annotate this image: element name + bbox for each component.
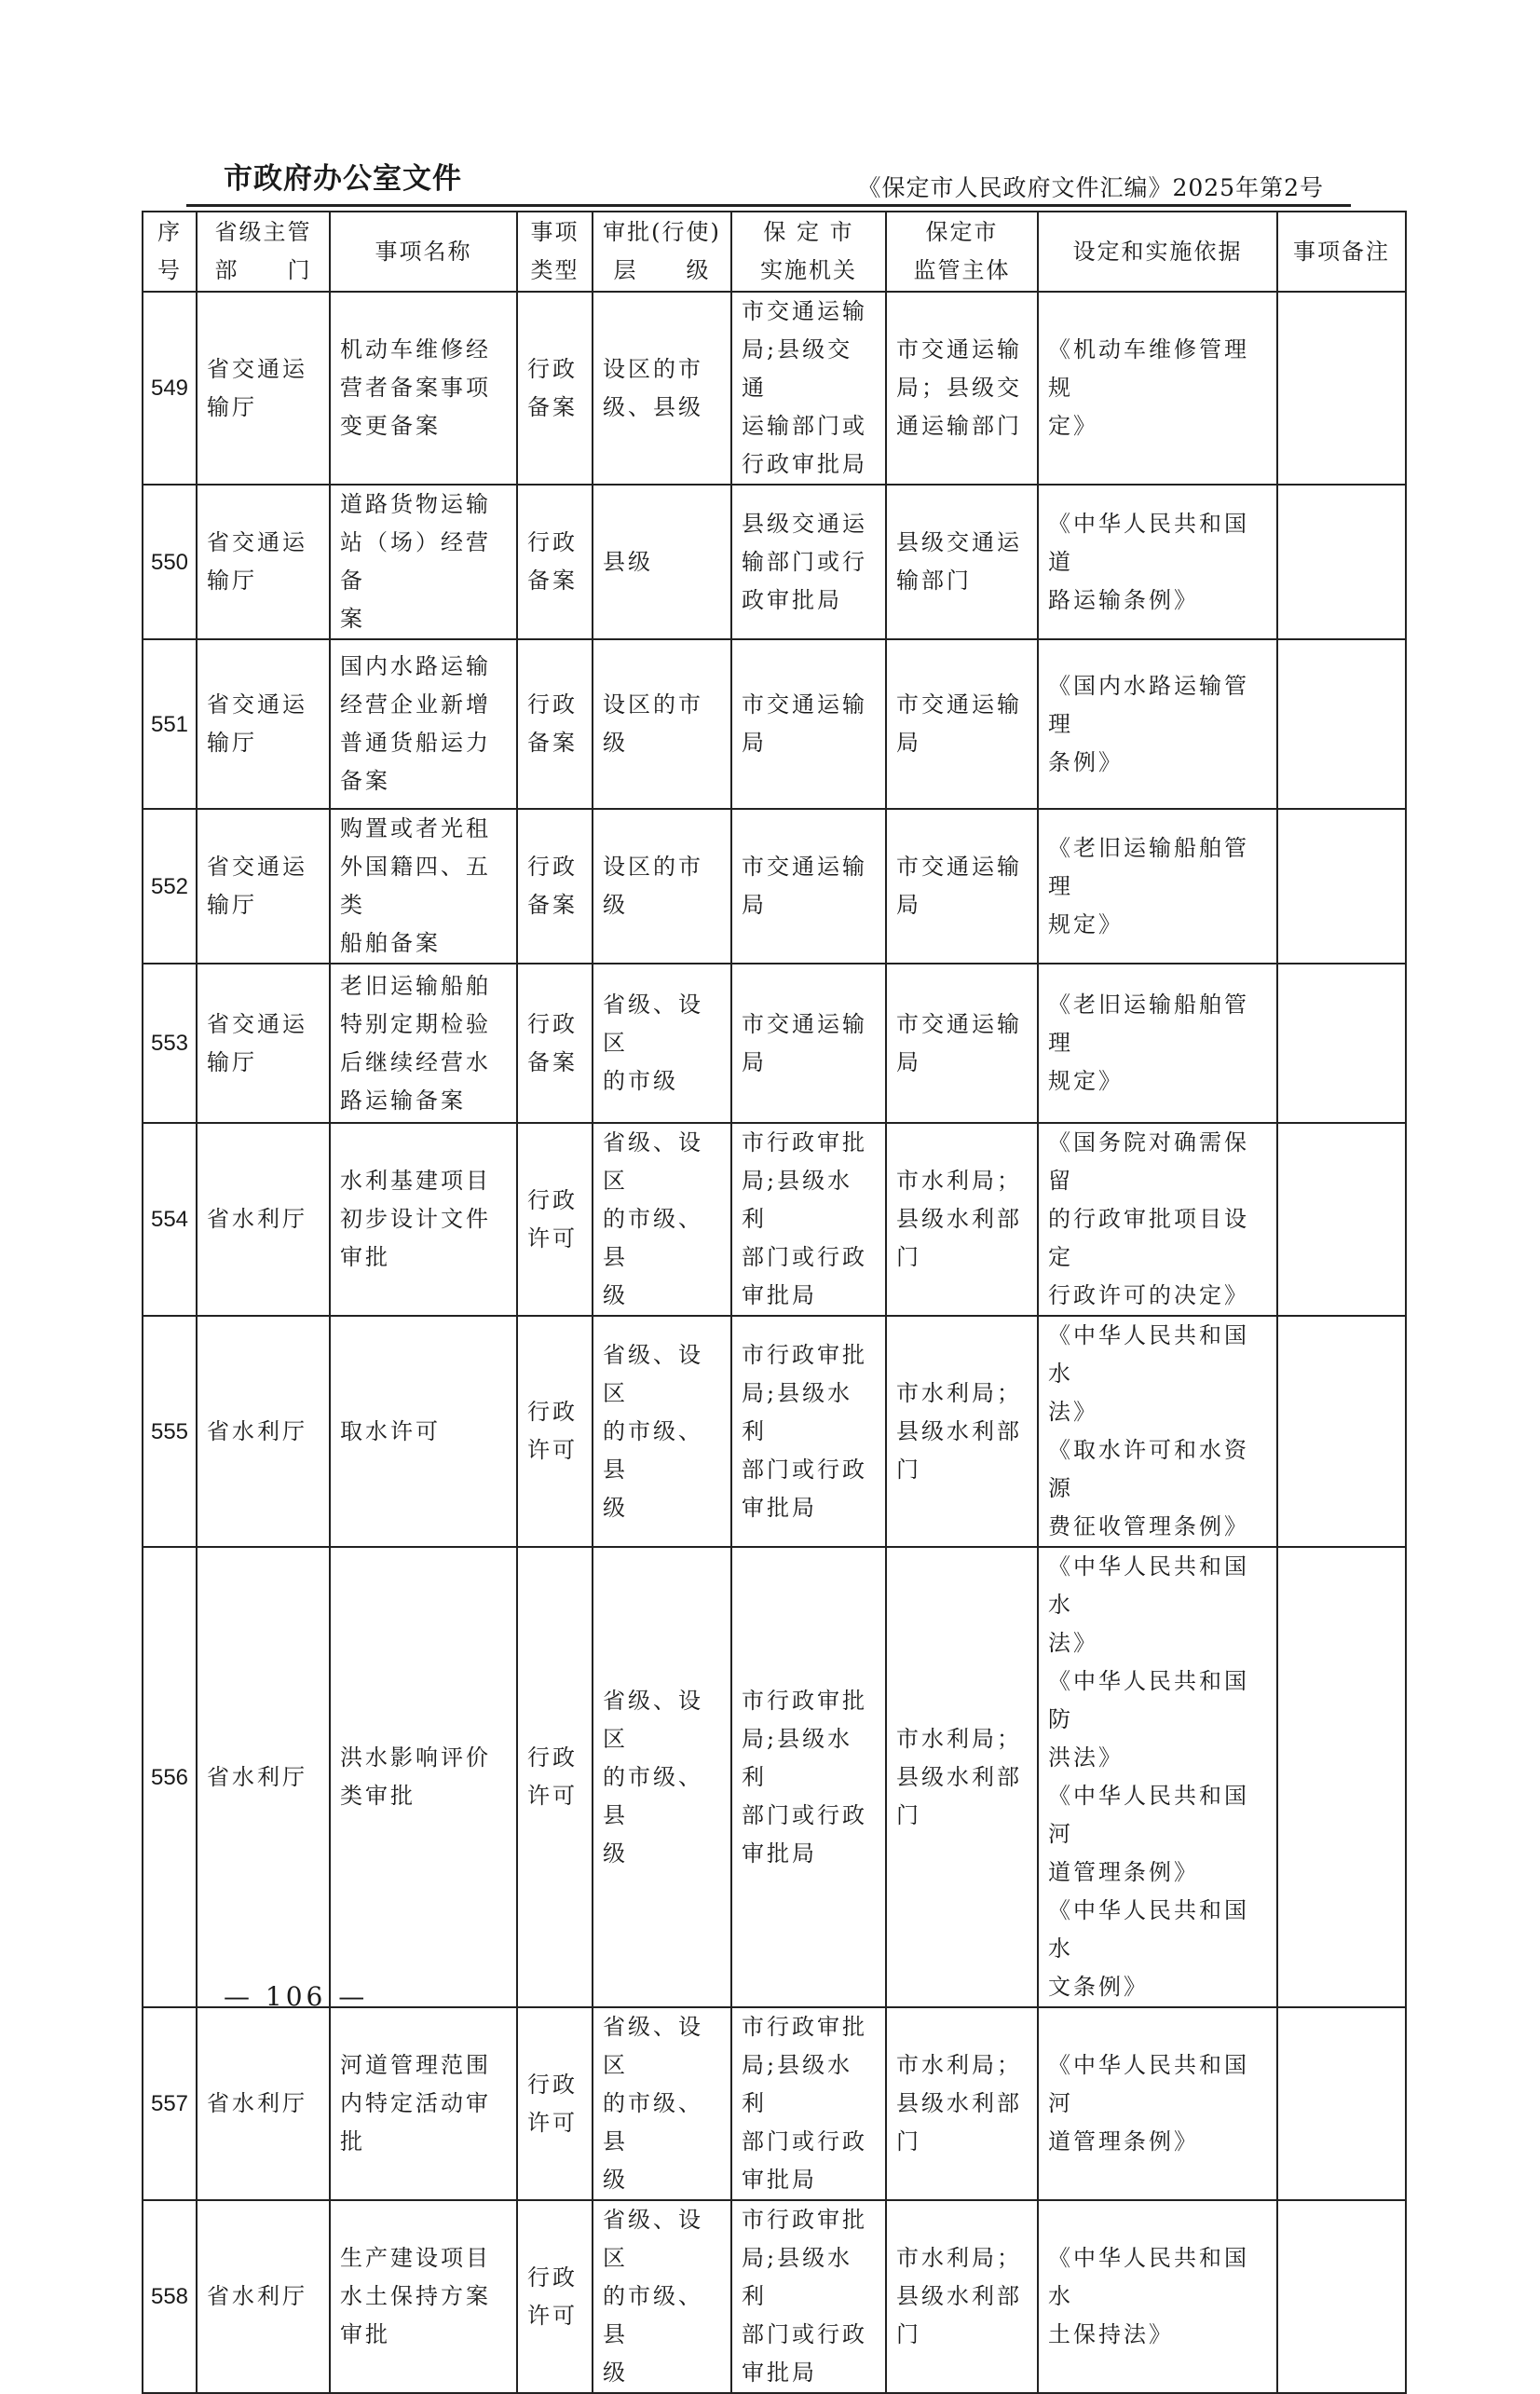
table-row: [143, 292, 1406, 485]
cell-seq: 558: [143, 2200, 197, 2393]
table-row: [143, 485, 1406, 639]
column-header-item-type: 事项 类型: [517, 212, 593, 292]
cell-remarks: [1277, 2007, 1406, 2200]
cell-implementing-agency: 市行政审批 局;县级水利 部门或行政 审批局: [731, 2007, 886, 2200]
cell-remarks: [1277, 639, 1406, 809]
cell-approval-level: 省级、设区 的市级: [593, 964, 731, 1123]
cell-item-name: 老旧运输船舶 特别定期检验 后继续经营水 路运输备案: [330, 964, 517, 1123]
cell-item-name: 河道管理范围 内特定活动审 批: [330, 2007, 517, 2200]
cell-supervising-body: 市交通运输 局: [886, 809, 1038, 964]
cell-seq: 557: [143, 2007, 197, 2200]
cell-legal-basis: 《老旧运输船舶管理 规定》: [1038, 809, 1277, 964]
cell-implementing-agency: 县级交通运 输部门或行 政审批局: [731, 485, 886, 639]
table-body: [143, 292, 1406, 2393]
header-divider: [186, 204, 1351, 207]
cell-item-type: 行政 许可: [517, 2007, 593, 2200]
cell-remarks: [1277, 292, 1406, 485]
cell-department: 省交通运 输厅: [197, 964, 330, 1123]
cell-item-name: 国内水路运输 经营企业新增 普通货船运力 备案: [330, 639, 517, 809]
cell-department: 省水利厅: [197, 2200, 330, 2393]
cell-legal-basis: 《中华人民共和国河 道管理条例》: [1038, 2007, 1277, 2200]
cell-department: 省交通运 输厅: [197, 292, 330, 485]
cell-approval-level: 县级: [593, 485, 731, 639]
cell-supervising-body: 县级交通运 输部门: [886, 485, 1038, 639]
cell-approval-level: 省级、设区 的市级、县 级: [593, 1123, 731, 1316]
cell-approval-level: 设区的市 级: [593, 809, 731, 964]
cell-item-type: 行政 备案: [517, 485, 593, 639]
column-header-supervising-body: 保定市 监管主体: [886, 212, 1038, 292]
cell-item-type: 行政 备案: [517, 964, 593, 1123]
cell-supervising-body: 市水利局； 县级水利部 门: [886, 1123, 1038, 1316]
cell-remarks: [1277, 485, 1406, 639]
page-number: — 106 —: [224, 1981, 369, 2012]
cell-implementing-agency: 市行政审批 局;县级水利 部门或行政 审批局: [731, 1547, 886, 2007]
cell-seq: 553: [143, 964, 197, 1123]
cell-implementing-agency: 市行政审批 局;县级水利 部门或行政 审批局: [731, 1316, 886, 1547]
table-row: [143, 639, 1406, 809]
cell-item-name: 洪水影响评价 类审批: [330, 1547, 517, 2007]
cell-supervising-body: 市交通运输 局；县级交 通运输部门: [886, 292, 1038, 485]
cell-implementing-agency: 市交通运输 局;县级交通 运输部门或 行政审批局: [731, 292, 886, 485]
cell-legal-basis: 《中华人民共和国水 土保持法》: [1038, 2200, 1277, 2393]
cell-item-type: 行政 许可: [517, 2200, 593, 2393]
cell-department: 省水利厅: [197, 2007, 330, 2200]
column-header-implementing-agency: 保 定 市 实施机关: [731, 212, 886, 292]
column-header-remarks: 事项备注: [1277, 212, 1406, 292]
cell-implementing-agency: 市交通运输 局: [731, 809, 886, 964]
cell-item-type: 行政 许可: [517, 1123, 593, 1316]
cell-supervising-body: 市水利局； 县级水利部 门: [886, 2007, 1038, 2200]
cell-supervising-body: 市水利局； 县级水利部 门: [886, 1547, 1038, 2007]
column-header-seq: 序号: [143, 212, 197, 292]
cell-seq: 554: [143, 1123, 197, 1316]
cell-item-type: 行政 许可: [517, 1316, 593, 1547]
cell-department: 省水利厅: [197, 1316, 330, 1547]
table-row: [143, 809, 1406, 964]
column-header-department: 省级主管 部 门: [197, 212, 330, 292]
cell-seq: 550: [143, 485, 197, 639]
cell-supervising-body: 市交通运输 局: [886, 964, 1038, 1123]
cell-item-name: 取水许可: [330, 1316, 517, 1547]
table-row: [143, 1123, 1406, 1316]
cell-supervising-body: 市交通运输 局: [886, 639, 1038, 809]
cell-item-name: 生产建设项目 水土保持方案 审批: [330, 2200, 517, 2393]
cell-approval-level: 省级、设区 的市级、县 级: [593, 2007, 731, 2200]
administrative-items-table: [142, 211, 1407, 2394]
cell-department: 省交通运 输厅: [197, 809, 330, 964]
document-header-title: 市政府办公室文件: [224, 162, 462, 196]
cell-item-name: 购置或者光租 外国籍四、五类 船舶备案: [330, 809, 517, 964]
cell-department: 省水利厅: [197, 1547, 330, 2007]
cell-approval-level: 设区的市 级: [593, 639, 731, 809]
cell-item-type: 行政 许可: [517, 1547, 593, 2007]
cell-legal-basis: 《中华人民共和国水 法》 《取水许可和水资源 费征收管理条例》: [1038, 1316, 1277, 1547]
publication-title: 《保定市人民政府文件汇编》2025年第2号: [857, 174, 1324, 201]
table-row: [143, 1547, 1406, 2007]
table-row: [143, 2007, 1406, 2200]
cell-implementing-agency: 市行政审批 局;县级水利 部门或行政 审批局: [731, 2200, 886, 2393]
cell-department: 省交通运 输厅: [197, 639, 330, 809]
cell-remarks: [1277, 1123, 1406, 1316]
table-row: [143, 964, 1406, 1123]
column-header-item-name: 事项名称: [330, 212, 517, 292]
cell-seq: 555: [143, 1316, 197, 1547]
cell-implementing-agency: 市行政审批 局;县级水利 部门或行政 审批局: [731, 1123, 886, 1316]
cell-item-name: 道路货物运输 站（场）经营备 案: [330, 485, 517, 639]
cell-seq: 552: [143, 809, 197, 964]
column-header-approval-level: 审批(行使) 层 级: [593, 212, 731, 292]
cell-supervising-body: 市水利局； 县级水利部 门: [886, 2200, 1038, 2393]
cell-approval-level: 设区的市 级、县级: [593, 292, 731, 485]
cell-approval-level: 省级、设区 的市级、县 级: [593, 1316, 731, 1547]
cell-implementing-agency: 市交通运输 局: [731, 639, 886, 809]
cell-legal-basis: 《国内水路运输管理 条例》: [1038, 639, 1277, 809]
table-row: [143, 2200, 1406, 2393]
cell-approval-level: 省级、设区 的市级、县 级: [593, 1547, 731, 2007]
cell-seq: 549: [143, 292, 197, 485]
cell-item-name: 机动车维修经 营者备案事项 变更备案: [330, 292, 517, 485]
cell-item-name: 水利基建项目 初步设计文件 审批: [330, 1123, 517, 1316]
column-header-legal-basis: 设定和实施依据: [1038, 212, 1277, 292]
cell-legal-basis: 《中华人民共和国道 路运输条例》: [1038, 485, 1277, 639]
cell-legal-basis: 《国务院对确需保留 的行政审批项目设定 行政许可的决定》: [1038, 1123, 1277, 1316]
cell-remarks: [1277, 964, 1406, 1123]
cell-seq: 551: [143, 639, 197, 809]
cell-remarks: [1277, 809, 1406, 964]
cell-remarks: [1277, 1316, 1406, 1547]
cell-legal-basis: 《中华人民共和国水 法》 《中华人民共和国防 洪法》 《中华人民共和国河 道管理条例》 《中华人民共和国水 文条例》: [1038, 1547, 1277, 2007]
cell-remarks: [1277, 1547, 1406, 2007]
table-row: [143, 1316, 1406, 1547]
cell-legal-basis: 《机动车维修管理规 定》: [1038, 292, 1277, 485]
table-header-row: [143, 212, 1406, 292]
cell-department: 省交通运 输厅: [197, 485, 330, 639]
cell-supervising-body: 市水利局； 县级水利部 门: [886, 1316, 1038, 1547]
cell-remarks: [1277, 2200, 1406, 2393]
cell-approval-level: 省级、设区 的市级、县 级: [593, 2200, 731, 2393]
cell-item-type: 行政 备案: [517, 809, 593, 964]
cell-legal-basis: 《老旧运输船舶管理 规定》: [1038, 964, 1277, 1123]
cell-item-type: 行政 备案: [517, 639, 593, 809]
cell-seq: 556: [143, 1547, 197, 2007]
cell-implementing-agency: 市交通运输 局: [731, 964, 886, 1123]
cell-department: 省水利厅: [197, 1123, 330, 1316]
cell-item-type: 行政 备案: [517, 292, 593, 485]
